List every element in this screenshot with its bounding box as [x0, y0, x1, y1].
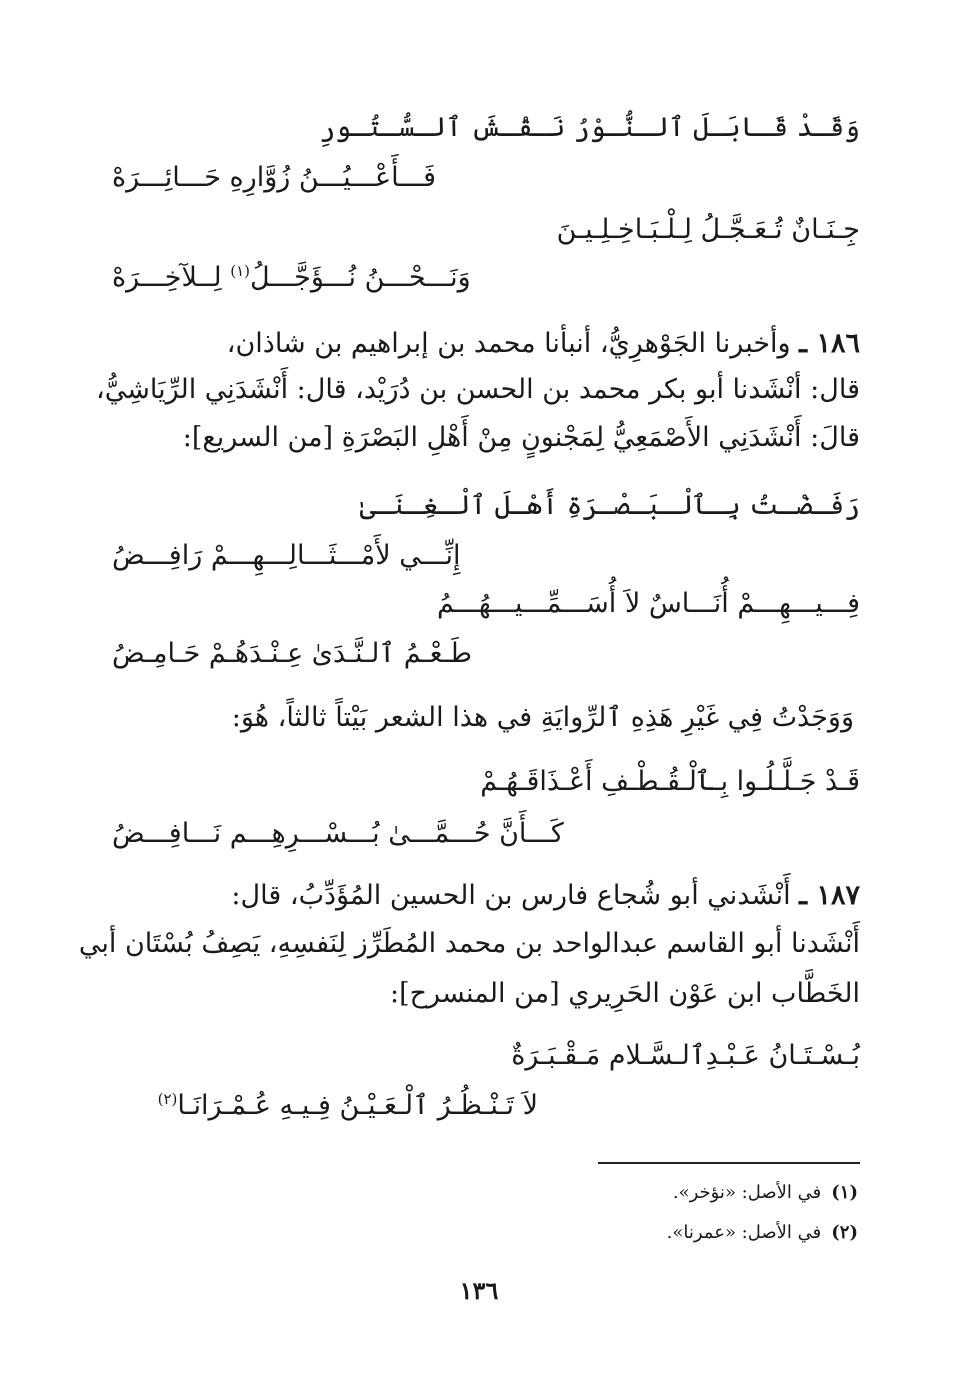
footnote-2-text: في الأصل: «عمرنا». — [666, 1222, 822, 1243]
poem2-verse-3: فِـــيـــهِـــمْ أُنَـــاسٌ لاَ أُسَـــمِّـــيـــهُـــمُ — [437, 588, 860, 619]
poem2-verse-2: إِنِّـــي لأَمْـــثَـــالِـــهِـــمْ رَافِـــضُ — [112, 540, 461, 571]
footnote-marker-1: (١) — [230, 262, 250, 280]
footnote-1 — [673, 1180, 858, 1206]
poem3-verse-1: قَـدْ جَـلَّـلُـوا بِـٱلْـقُـطْـفِ أَعْـذَاقَـهُـمْ — [480, 766, 860, 797]
entry187-line-1-text: أَنْشَدني أبو شُجاع فارس بن الحسين المُؤَدِّبُ، قال: — [231, 880, 800, 911]
poem1-verse-3: جِـنَـانٌ تُـعَـجَّـلُ لِـلْـبَـاخِـلِـيـنَ — [556, 214, 860, 245]
entry187-line-1 — [110, 876, 860, 916]
poem1-verse-2: فَـــأَعْـــيُـــنُ زُوَّارِهِ حَـــائِـــرَهْ — [112, 162, 436, 193]
poem2-verse-1: رَفَـضْـتُ بِـٱلْـبَـصْـرَةِ أَهْـلَ ٱلْـغِـنَـىٰ — [359, 490, 860, 521]
footnote-1-number: (١) — [831, 1182, 858, 1203]
poem4-verse-2-text: لاَ تَـنْـظُـرُ ٱلْـعَـيْـنُ فِـيـهِ عُـمْـرَانَـا — [177, 1090, 538, 1121]
footnote-2-number: (٢) — [831, 1222, 858, 1243]
poem1-verse-4 — [112, 258, 471, 298]
footnote-separator — [598, 1162, 860, 1164]
poem1-verse-1: وَقَـدْ قَـابَـلَ ٱلـنُّـوْرُ نَـقْـشَ ٱلـسُّـتُـورِ — [319, 112, 860, 143]
poem4-verse-1: بُـسْـتَـانُ عَـبْـدِٱلـسَّـلام مَـقْـبَـرَةٌ — [511, 1040, 860, 1071]
footnote-1-text: في الأصل: «نؤخر». — [672, 1182, 822, 1203]
entry187-number: ١٨٧ ـ — [799, 880, 860, 911]
entry186-line-2: قال: أنْشَدنا أبو بكر محمد بن الحسن بن دُرَيْد، قال: أَنْشَدَنِي الرِّيَاشِيُّ، — [96, 374, 860, 405]
footnote-marker-2: (٢) — [157, 1090, 178, 1108]
footnote-2 — [667, 1220, 858, 1246]
poem4-verse-2 — [158, 1086, 538, 1126]
entry187-line-2: أَنْشَدنا أبو القاسم عبدالواحد بن محمد المُطَرِّز لِنَفسِهِ، يَصِفُ بُسْتَان أبي — [78, 928, 860, 959]
poem3-verse-2: كَـــأَنَّ حُـــمَّـــىٰ بُـــسْـــرِهِـــم نَـــافِـــضُ — [112, 818, 564, 849]
variant-note: وَوَجَدْتُ فِي غَيْرِ هَذِهِ ٱلرِّوايَةِ في هذا الشعر بَيْتاً ثالثاً، هُوَ: — [231, 702, 854, 733]
poem2-verse-4: طَـعْـمُ ٱلـنَّـدَىٰ عِـنْـدَهُـمْ حَـامِـضُ — [112, 638, 473, 669]
poem1-verse-4-end: لِــلآخِـــرَهْ — [112, 262, 231, 293]
entry186-number: ١٨٦ ـ — [799, 328, 860, 359]
poem1-verse-4-text: وَنَـــحْـــنُ نُـــؤَجَّـــلُ — [250, 262, 471, 293]
page-number: ١٣٦ — [459, 1276, 499, 1305]
entry186-line-1 — [110, 324, 860, 364]
entry186-line-3: قالَ: أَنْشَدَنِي الأَصْمَعِيُّ لِمَجْنونٍ مِنْ أَهْلِ البَصْرَةِ [من السريع]: — [182, 422, 860, 453]
entry186-line-1-text: وأخبرنا الجَوْهرِيُّ، أنبأنا محمد بن إبراهيم بن شاذان، — [226, 328, 800, 359]
entry187-line-3: الخَطَّاب ابن عَوْن الحَرِيري [من المنسرح]: — [390, 978, 860, 1009]
